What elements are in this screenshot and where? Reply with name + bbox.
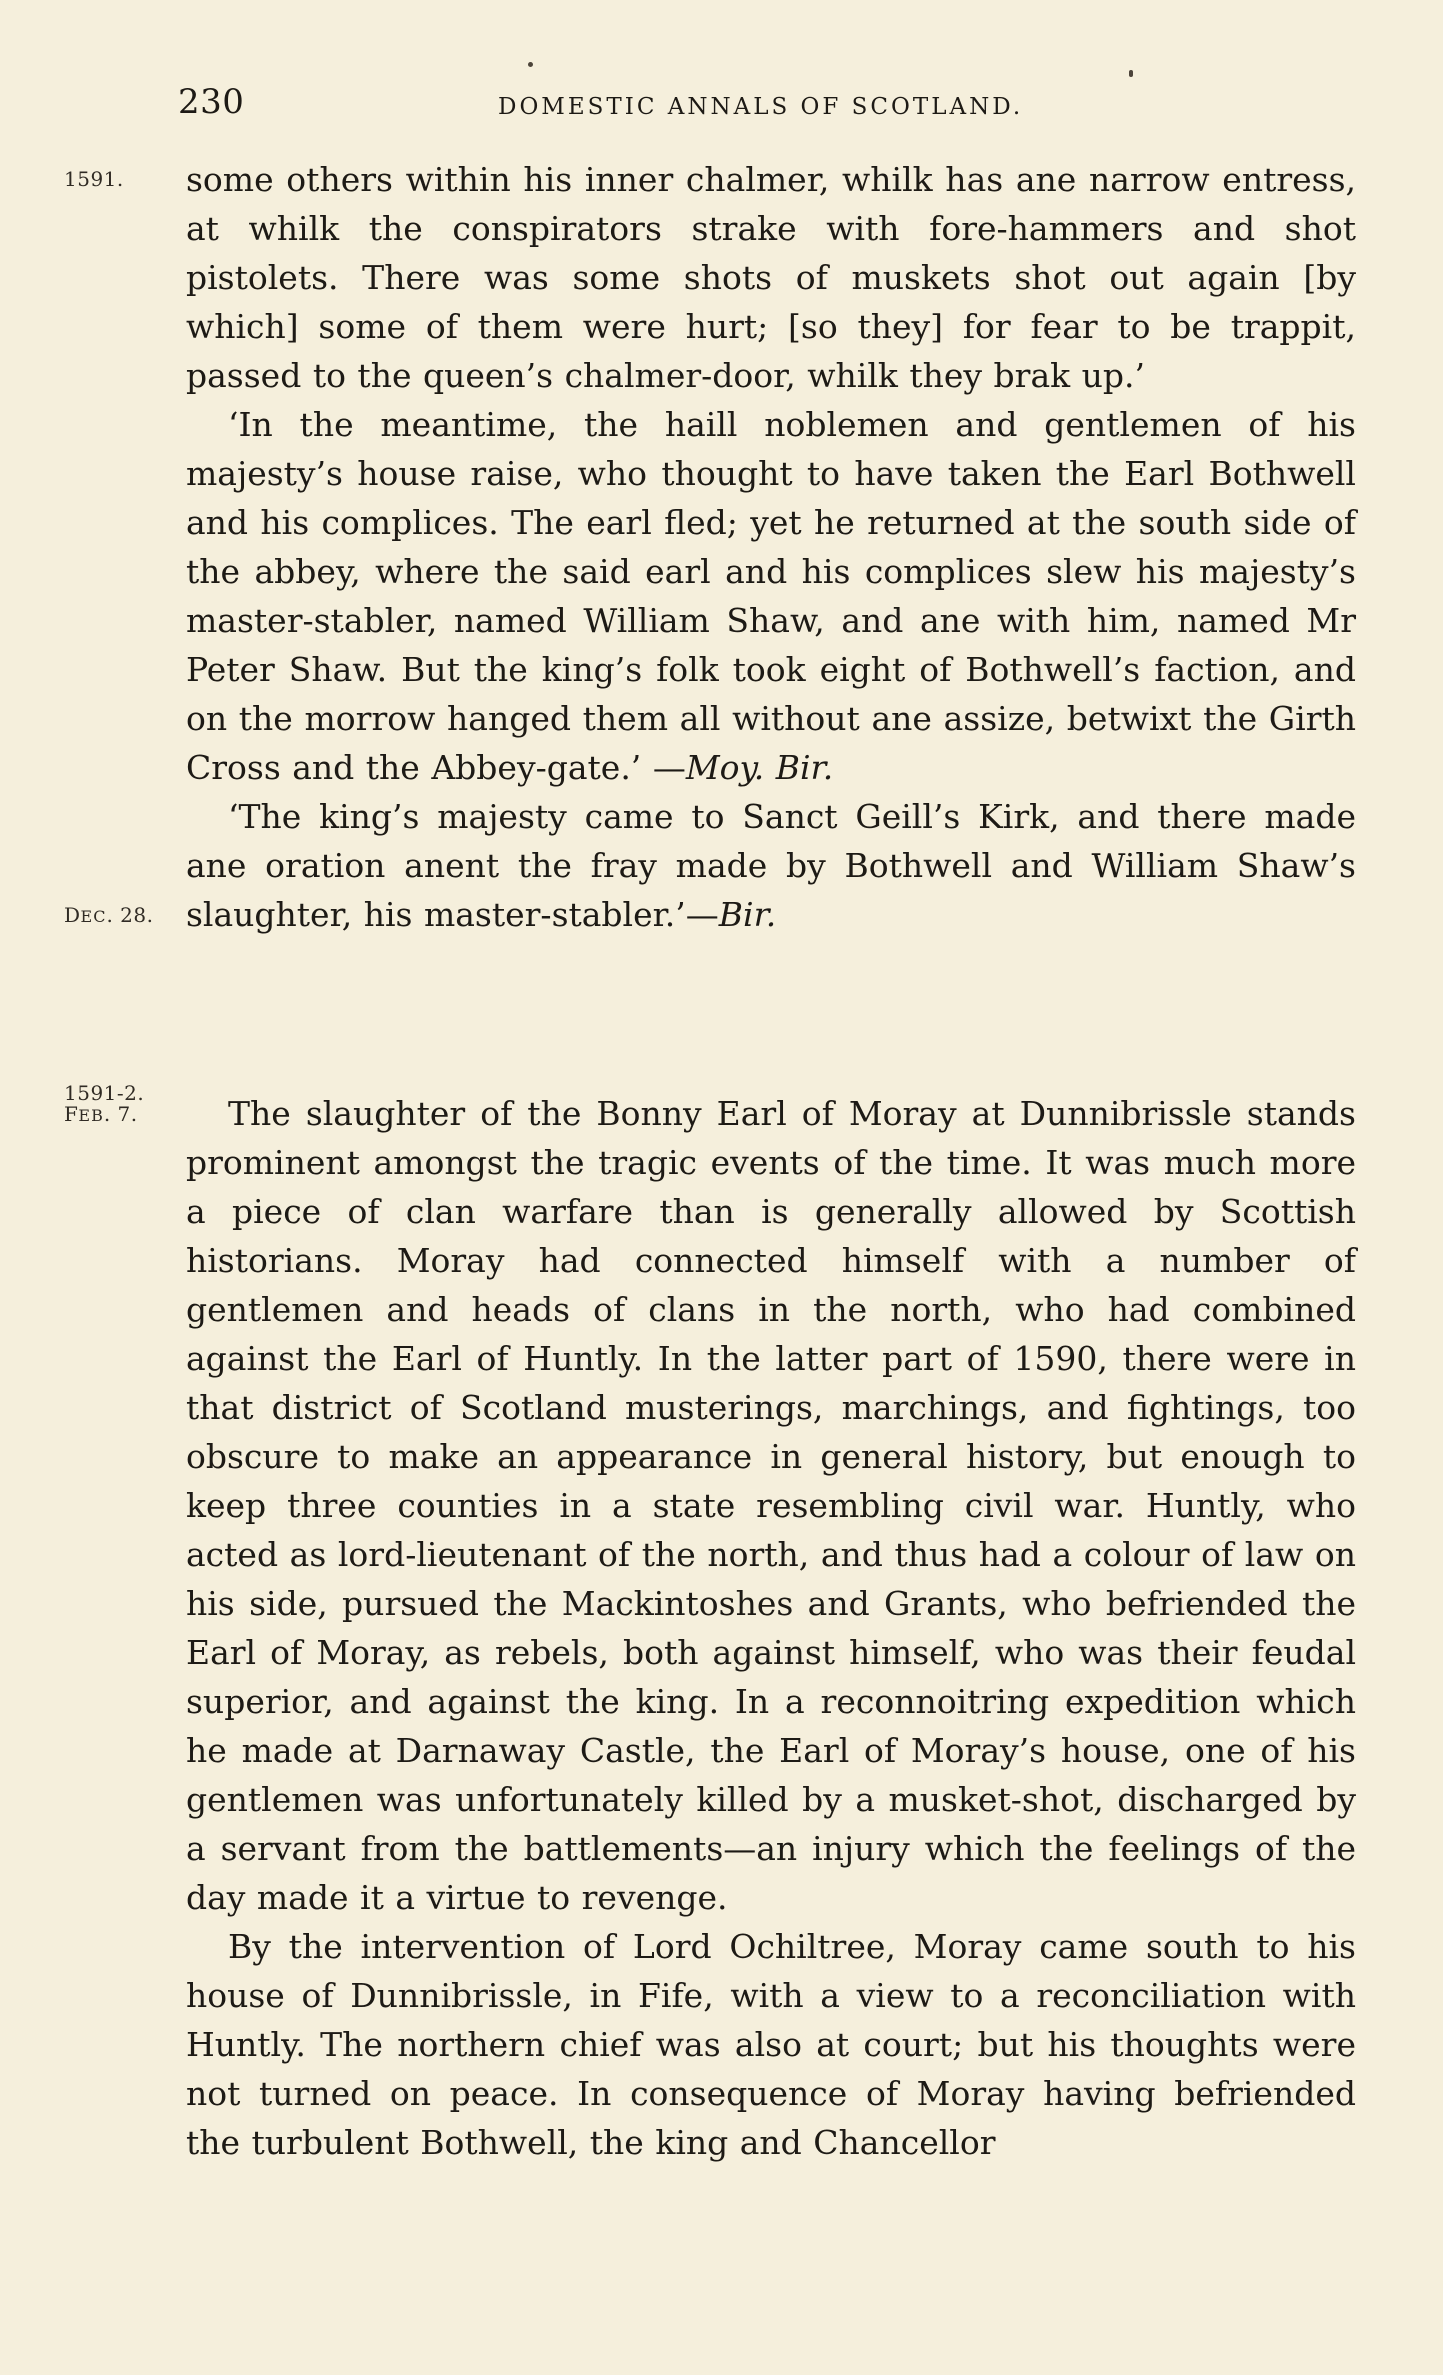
narrative-block <box>186 1089 1356 2167</box>
margin-note-feb-smallcaps: EB <box>78 1106 104 1125</box>
print-speck <box>1129 70 1133 77</box>
paragraph-meantime <box>186 400 1356 792</box>
paragraph-kings-oration <box>186 792 1356 939</box>
margin-note-feb-prefix: F <box>64 1102 79 1126</box>
margin-note-year <box>64 169 124 190</box>
quoted-passage-block <box>186 155 1356 939</box>
margin-note-date-dec <box>64 905 154 927</box>
attribution-source-bir: Bir. <box>775 748 834 787</box>
print-speck <box>528 62 533 67</box>
paragraph-meantime-text: ‘In the meantime, the haill noblemen and gentlemen of his majesty’s house raise, who thought to have taken the Earl Bothwell and his complices. The earl fled; yet he returned at the south side of the abbey, where the said earl and his complices slew his majesty’s master-stabler, named William Shaw, and ane with him, named Mr Peter Shaw. But the king’s folk took eight of Bothwell’s faction, and on the morrow hanged them all without ane assize, betwixt the Girth Cross and the Abbey-gate.’ <box>186 405 1356 787</box>
attribution-source-moy: Moy. <box>685 748 765 787</box>
running-head: DOMESTIC ANNALS OF SCOTLAND. <box>498 94 1024 120</box>
paragraph-kings-oration-text: ‘The king’s majesty came to Sanct Geill’s Kirk, and there made ane oration anent the fray made by Bothwell and William Shaw’s slaughter, his master-stabler.’— <box>186 797 1356 934</box>
margin-note-year-text: 1591. <box>64 167 124 191</box>
paragraph-continuation: some others within his inner chalmer, whilk has ane narrow entress, at whilk the conspirators strake with fore-hammers and shot pistolets. There was some shots of muskets shot out again [by which] some of them were hurt; [so they] for fear to be trappit, passed to the queen’s chalmer-door, whilk they brak up.’ <box>186 160 1356 395</box>
margin-note-feb-suffix: . 7. <box>103 1102 138 1126</box>
margin-note-dec-prefix: D <box>64 903 81 927</box>
margin-note-feb-year: 1591-2. <box>64 1081 145 1105</box>
paragraph-slaughter-of-moray: The slaughter of the Bonny Earl of Moray at Dunnibrissle stands prominent amongst the tragic events of the time. It was much more a piece of clan warfare than is generally allowed by Scottish historians. Moray had connected himself with a number of gentlemen and heads of clans in the north, who had combined against the Earl of Huntly. In the latter part of 1590, there were in that district of Scotland musterings, marchings, and fightings, too obscure to make an appearance in general history, but enough to keep three counties in a state resembling civil war. Huntly, who acted as lord-lieutenant of the north, and thus had a colour of law on his side, pursued the Mackintoshes and Grants, who befriended the Earl of Moray, as rebels, both against himself, who was their feudal superior, and against the king. In a reconnoitring expedition which he made at Darnaway Castle, the Earl of Moray’s house, one of his gentlemen was unfortunately killed by a musket-shot, discharged by a servant from the battlements—an injury which the feelings of the day made it a virtue to revenge. <box>186 1094 1356 1917</box>
margin-note-dec-smallcaps: EC <box>80 907 107 926</box>
attribution-source-bir-2: Bir. <box>718 895 777 934</box>
page-number: 230 <box>178 82 245 122</box>
page-header <box>178 82 1358 132</box>
attribution-dash: — <box>652 748 686 787</box>
margin-note-dec-suffix: . 28. <box>106 903 154 927</box>
paragraph-lord-ochiltree: By the intervention of Lord Ochiltree, Moray came south to his house of Dunnibrissle, in Fife, with a view to a reconciliation with Huntly. The northern chief was also at court; but his thoughts were not turned on peace. In consequence of Moray having befriended the turbulent Bothwell, the king and Chancellor <box>186 1927 1356 2162</box>
margin-note-date-feb <box>64 1083 144 1126</box>
